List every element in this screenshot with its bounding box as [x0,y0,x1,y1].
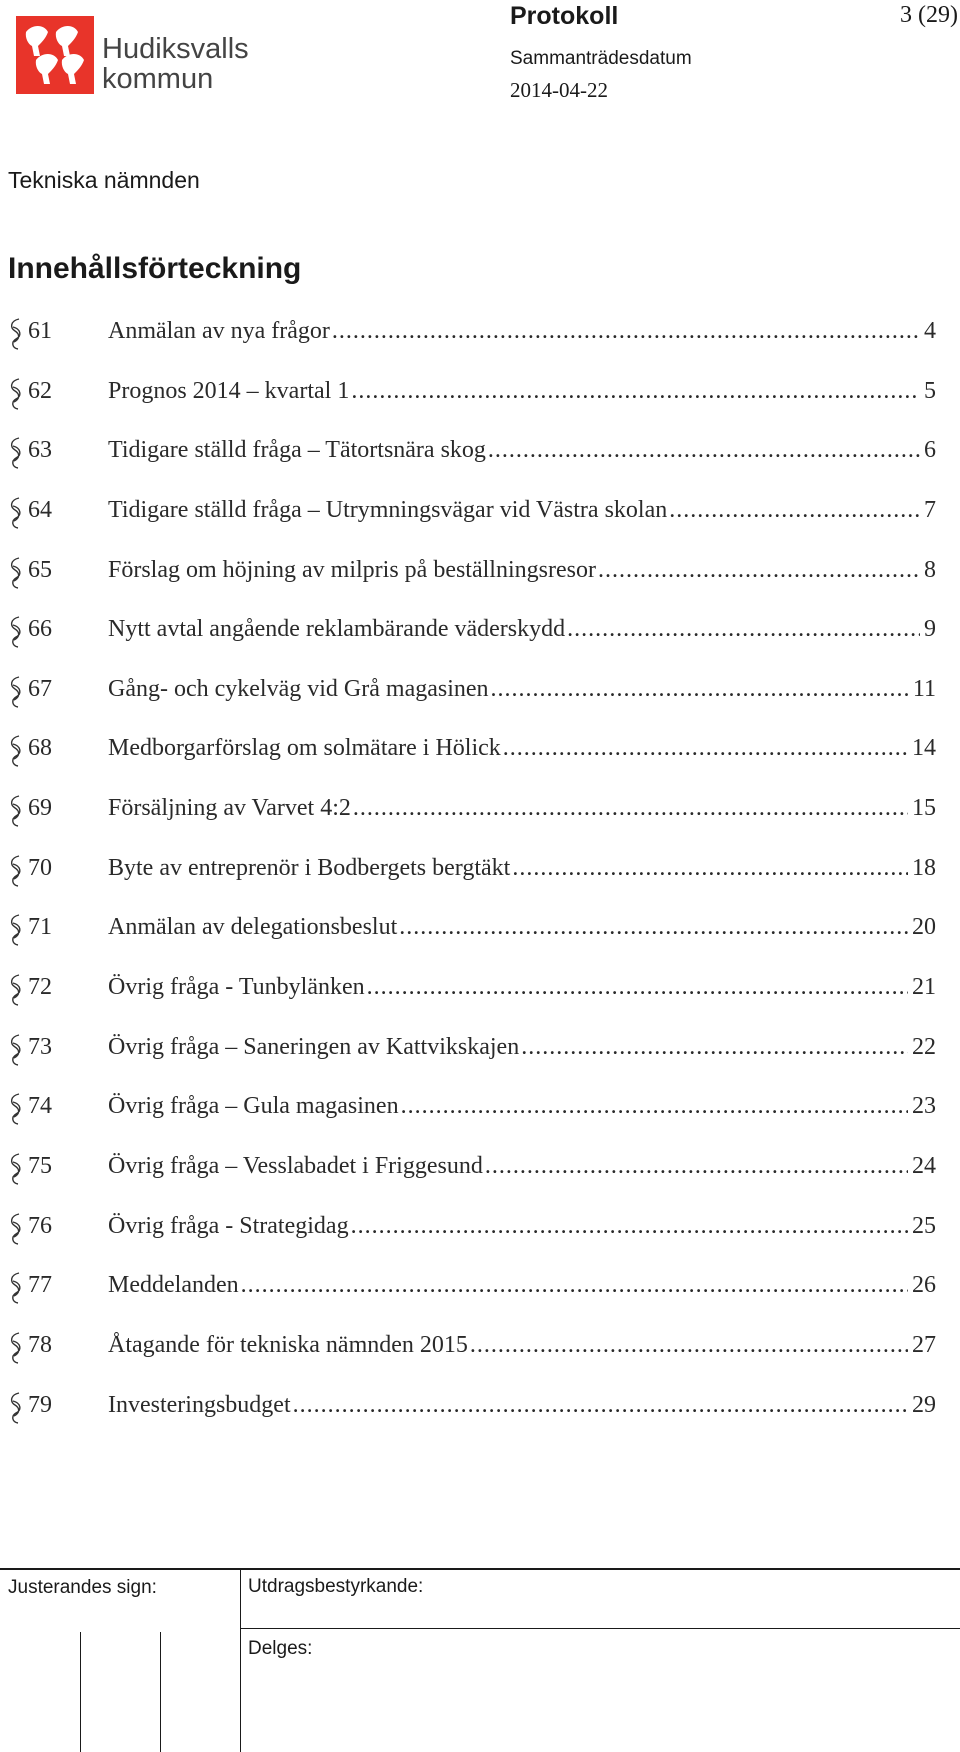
dot-leader [485,1153,908,1180]
meeting-date: 2014-04-22 [510,78,608,102]
toc-entry [108,795,936,822]
toc-item[interactable] [0,845,960,905]
toc-title: Anmälan av delegationsbeslut [108,914,398,941]
logo-line2: kommun [102,63,214,95]
toc-page: 8 [924,556,936,583]
paragraph-icon [8,1092,24,1126]
logo-wordmark [102,34,249,94]
toc-entry [108,855,936,882]
toc-page: 23 [912,1093,936,1120]
toc-heading: Innehållsförteckning [8,252,302,285]
dot-leader [293,1392,908,1419]
toc-item[interactable] [0,308,960,368]
toc-number: 75 [28,1152,52,1179]
utdragsbestyrkande-label: Utdragsbestyrkande: [248,1576,424,1597]
toc-page: 4 [924,318,936,344]
toc-title: Övrig fråga – Saneringen av Kattvikskajen [108,1033,520,1060]
meeting-date-label: Sammanträdesdatum [510,48,692,69]
paragraph-icon [8,854,24,888]
dot-leader [332,318,920,345]
toc-entry [108,676,936,703]
toc-page: 21 [912,974,936,1001]
toc-number: 71 [28,914,52,941]
toc-number: 62 [28,377,52,404]
paragraph-icon [8,973,24,1007]
toc-title: Anmälan av nya frågor [108,318,330,344]
dot-leader [470,1332,908,1359]
paragraph-icon [8,1212,24,1246]
toc-entry [108,1093,936,1120]
toc-page: 15 [912,795,936,822]
toc-item[interactable] [0,368,960,428]
toc-item[interactable] [0,427,960,487]
toc-title: Nytt avtal angående reklambärande väderskydd [108,616,566,643]
toc-item[interactable] [0,1203,960,1263]
toc-number: 64 [28,496,52,523]
toc-item[interactable] [0,487,960,547]
logo-line1: Hudiksvalls [102,33,249,65]
toc-title: Byte av entreprenör i Bodbergets bergtäkt [108,854,511,881]
document-type: Protokoll [510,2,619,30]
toc-title: Investeringsbudget [108,1391,291,1418]
toc-title: Förslag om höjning av milpris på beställningsresor [108,556,596,583]
toc-title: Tidigare ställd fråga – Utrymningsvägar vid Västra skolan [108,496,668,523]
dot-leader [351,1213,908,1240]
dot-leader [503,735,908,762]
toc-title: Övrig fråga – Gula magasinen [108,1093,399,1120]
toc-entry [108,557,936,584]
toc-page: 25 [912,1212,936,1239]
dot-leader [399,914,908,941]
toc-page: 22 [912,1033,936,1060]
toc-number: 69 [28,795,52,822]
paragraph-icon [8,1271,24,1305]
toc-item[interactable] [0,964,960,1024]
toc-title: Försäljning av Varvet 4:2 [108,795,351,822]
paragraph-icon [8,1331,24,1365]
toc-page: 18 [912,854,936,881]
toc-page: 7 [924,496,936,523]
signature-footer [0,1568,960,1752]
toc-title: Övrig fråga - Strategidag [108,1212,349,1239]
toc-title: Övrig fråga - Tunbylänken [108,974,365,1001]
toc-number: 74 [28,1093,52,1120]
paragraph-icon [8,436,24,470]
paragraph-icon [8,913,24,947]
toc-number: 73 [28,1033,52,1060]
toc-entry [108,1213,936,1240]
dot-leader [351,378,920,405]
toc-page: 9 [924,616,936,643]
footer-divider [240,1628,960,1629]
toc-entry [108,1034,936,1061]
toc-item[interactable] [0,1262,960,1322]
toc-entry [108,735,936,762]
toc-item[interactable] [0,606,960,666]
dot-leader [491,676,909,703]
toc-entry [108,974,936,1001]
paragraph-icon [8,1033,24,1067]
toc-entry [108,497,936,524]
dot-leader [353,795,908,822]
toc-page: 11 [912,675,936,702]
toc-entry [108,318,936,345]
dot-leader [367,974,908,1001]
dot-leader [488,437,920,464]
toc-item[interactable] [0,1322,960,1382]
footer-divider [240,1570,241,1752]
toc-title: Gång- och cykelväg vid Grå magasinen [108,675,489,702]
toc-number: 70 [28,854,52,881]
toc-entry [108,1332,936,1359]
toc-number: 79 [28,1391,52,1418]
toc-item[interactable] [0,785,960,845]
toc-number: 66 [28,616,52,643]
toc-title: Tidigare ställd fråga – Tätortsnära skog [108,437,486,464]
dot-leader [512,855,908,882]
dot-leader [669,497,920,524]
toc-number: 77 [28,1272,52,1299]
dot-leader [521,1034,908,1061]
toc-number: 63 [28,437,52,464]
toc-number: 61 [28,318,52,344]
toc-entry [108,1153,936,1180]
toc-page: 29 [912,1391,936,1418]
toc-title: Åtagande för tekniska nämnden 2015 [108,1331,468,1358]
justerandes-sign-label: Justerandes sign: [8,1577,157,1598]
toc-title: Övrig fråga – Vesslabadet i Friggesund [108,1152,483,1179]
toc-page: 26 [912,1272,936,1299]
toc-item[interactable] [0,1024,960,1084]
toc-page: 6 [924,437,936,464]
toc-item[interactable] [0,904,960,964]
toc-title: Meddelanden [108,1272,239,1299]
toc-item[interactable] [0,547,960,607]
toc-item[interactable] [0,666,960,726]
toc-entry [108,616,936,643]
toc-number: 78 [28,1331,52,1358]
paragraph-icon [8,794,24,828]
paragraph-icon [8,1391,24,1425]
toc-entry [108,1392,936,1419]
paragraph-icon [8,734,24,768]
toc-entry [108,1272,936,1299]
department-name: Tekniska nämnden [8,167,200,193]
toc-entry [108,437,936,464]
toc-item[interactable] [0,725,960,785]
dot-leader [567,616,920,643]
page-number: 3 (29) [900,2,958,28]
toc-page: 27 [912,1331,936,1358]
toc-item[interactable] [0,1382,960,1442]
paragraph-icon [8,615,24,649]
paragraph-icon [8,317,24,351]
toc-title: Prognos 2014 – kvartal 1 [108,377,350,404]
toc-number: 76 [28,1212,52,1239]
toc-entry [108,914,936,941]
toc-title: Medborgarförslag om solmätare i Hölick [108,735,501,762]
toc-page: 14 [912,735,936,762]
toc-list [0,308,960,1441]
logo-icon [16,16,94,94]
toc-page: 5 [924,377,936,404]
paragraph-icon [8,556,24,590]
paragraph-icon [8,377,24,411]
dot-leader [241,1272,908,1299]
dot-leader [401,1093,908,1120]
toc-page: 24 [912,1152,936,1179]
signature-box-divider [160,1632,161,1752]
toc-number: 67 [28,675,52,702]
toc-number: 72 [28,974,52,1001]
toc-item[interactable] [0,1143,960,1203]
delges-label: Delges: [248,1638,313,1659]
toc-number: 68 [28,735,52,762]
signature-box-divider [80,1632,81,1752]
toc-entry [108,378,936,405]
dot-leader [598,557,920,584]
toc-item[interactable] [0,1083,960,1143]
paragraph-icon [8,1152,24,1186]
toc-page: 20 [912,914,936,941]
paragraph-icon [8,496,24,530]
paragraph-icon [8,675,24,709]
toc-number: 65 [28,556,52,583]
